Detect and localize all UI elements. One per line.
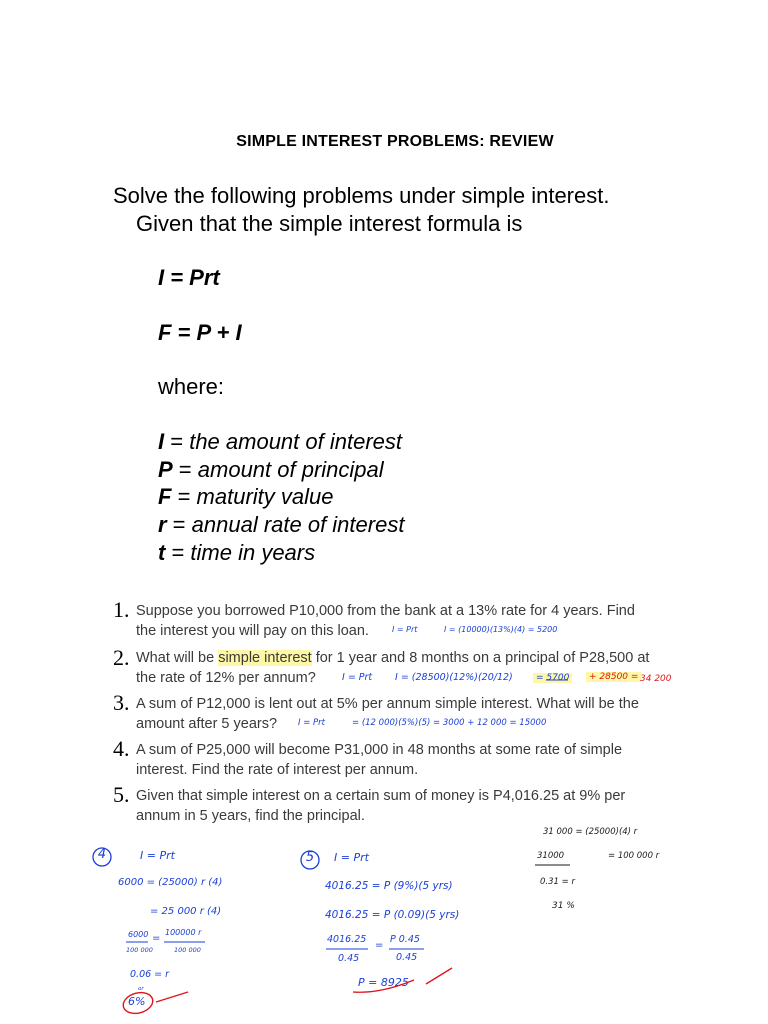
problem-5	[136, 786, 625, 826]
problem-number: 1.	[113, 597, 130, 622]
problem-1	[136, 601, 635, 641]
intro-line-1: Solve the following problems under simple interest.	[113, 183, 610, 208]
definition-interest: I = the amount of interest	[158, 429, 402, 454]
solution-5-step-1: 4016.25 = P (9%)(5 yrs)	[325, 880, 453, 892]
problem-line-start: What will be	[136, 650, 215, 666]
solution-5-answer: P = 8925	[358, 976, 409, 989]
solution-4-fraction-den: 100 000	[126, 946, 153, 954]
solution-4b-step-2: 0.31 = r	[540, 877, 575, 887]
problem-line: A sum of P12,000 is lent out at 5% per annum simple interest. What will be the	[136, 696, 639, 712]
solution-4b-rhs: = 100 000 r	[608, 851, 660, 861]
problem-4	[136, 740, 622, 780]
formula-maturity: F = P + I	[158, 320, 242, 345]
solution-4b-fraction-num: 31000	[537, 851, 565, 861]
problem-line: Given that simple interest on a certain sum of money is P4,016.25 at 9% per	[136, 788, 626, 804]
answer-tick-4	[156, 992, 188, 1002]
definition-text: time in years	[190, 540, 316, 565]
answer-tick-5	[426, 968, 452, 984]
definition-text: the amount of interest	[189, 429, 402, 454]
solution-5-rhs-den: 0.45	[396, 952, 418, 963]
solution-4-step-3: 0.06 = r	[130, 969, 170, 980]
problem-number: 3.	[113, 690, 130, 715]
solution-4b-step-1: 31 000 = (25000)(4) r	[543, 827, 638, 837]
solution-5-step-2: 4016.25 = P (0.09)(5 yrs)	[325, 909, 460, 921]
definition-symbol: t	[158, 540, 166, 565]
handwritten-p2-formula: I = Prt	[342, 672, 373, 683]
solution-4b-answer: 31 %	[552, 901, 575, 911]
handwritten-p2-calculation: I = (28500)(12%)(20/12)	[395, 672, 513, 683]
solution-4-formula: I = Prt	[140, 849, 175, 862]
highlighted-term: simple interest	[218, 650, 312, 666]
handwritten-p2-sum: + 28500 =	[586, 672, 641, 682]
handwritten-p3-calculation: = (12 000)(5%)(5) = 3000 + 12 000 = 15000	[352, 718, 547, 728]
solution-4-fraction-num: 6000	[128, 930, 149, 939]
definition-symbol: I	[158, 429, 165, 454]
problem-line: Suppose you borrowed P10,000 from the bank at a 13% rate for 4 years. Find	[136, 603, 635, 619]
definition-text: amount of principal	[197, 457, 384, 482]
definition-time: t = time in years	[158, 540, 316, 565]
problem-line: interest. Find the rate of interest per annum.	[136, 762, 419, 778]
problem-line: the rate of 12% per annum?	[136, 670, 316, 686]
definition-symbol: r	[158, 512, 167, 537]
handwritten-p2-result: = 5700	[533, 673, 572, 683]
problem-number: 5.	[113, 782, 130, 807]
solution-4-step-2: = 25 000 r (4)	[150, 906, 222, 917]
solution-4-rhs-den: 100 000	[174, 946, 201, 954]
solution-4-label: 4	[97, 847, 107, 862]
solution-4-rhs-num: 100000 r	[165, 928, 202, 937]
problem-line-end: for 1 year and 8 months on a principal of P28,500 at	[315, 650, 650, 666]
problem-line: A sum of P25,000 will become P31,000 in 48 months at some rate of simple	[136, 742, 623, 758]
definition-symbol: P	[158, 457, 173, 482]
handwritten-p2-total: 34 200	[640, 674, 672, 684]
definition-maturity: F = maturity value	[158, 484, 334, 509]
solution-5-label: 5	[305, 850, 315, 865]
handwritten-p1-calculation: I = (10000)(13%)(4) = 5200	[444, 625, 558, 634]
handwritten-p3-formula: I = Prt	[298, 718, 325, 728]
solution-4-equals: =	[152, 933, 161, 944]
problem-line: the interest you will pay on this loan.	[136, 623, 369, 639]
solution-5-fraction-num: 4016.25	[327, 934, 367, 945]
solution-5-equals: =	[375, 940, 384, 951]
problem-2	[136, 648, 649, 688]
solution-5-rhs-num: P 0.45	[390, 934, 420, 945]
problem-line: annum in 5 years, find the principal.	[136, 808, 365, 824]
definition-rate: r = annual rate of interest	[158, 512, 405, 537]
where-label: where:	[158, 374, 225, 399]
solution-5-fraction-den: 0.45	[338, 953, 360, 964]
solution-4-or: or	[138, 986, 144, 992]
definition-principal: P = amount of principal	[158, 457, 384, 482]
definition-symbol: F	[158, 484, 172, 509]
solution-4-step-1: 6000 = (25000) r (4)	[118, 877, 223, 888]
problem-number: 4.	[113, 736, 130, 761]
intro-line-2: Given that the simple interest formula is	[136, 211, 523, 236]
problem-number: 2.	[113, 645, 130, 670]
problem-3	[136, 694, 639, 734]
definition-text: maturity value	[196, 484, 334, 509]
definition-text: annual rate of interest	[191, 512, 405, 537]
document-title: SIMPLE INTEREST PROBLEMS: REVIEW	[236, 133, 554, 150]
formula-interest: I = Prt	[158, 265, 220, 290]
solution-5-formula: I = Prt	[334, 851, 369, 864]
handwritten-p1-formula: I = Prt	[392, 625, 418, 634]
problem-line: amount after 5 years?	[136, 716, 278, 732]
solution-4-answer: 6%	[128, 995, 146, 1008]
